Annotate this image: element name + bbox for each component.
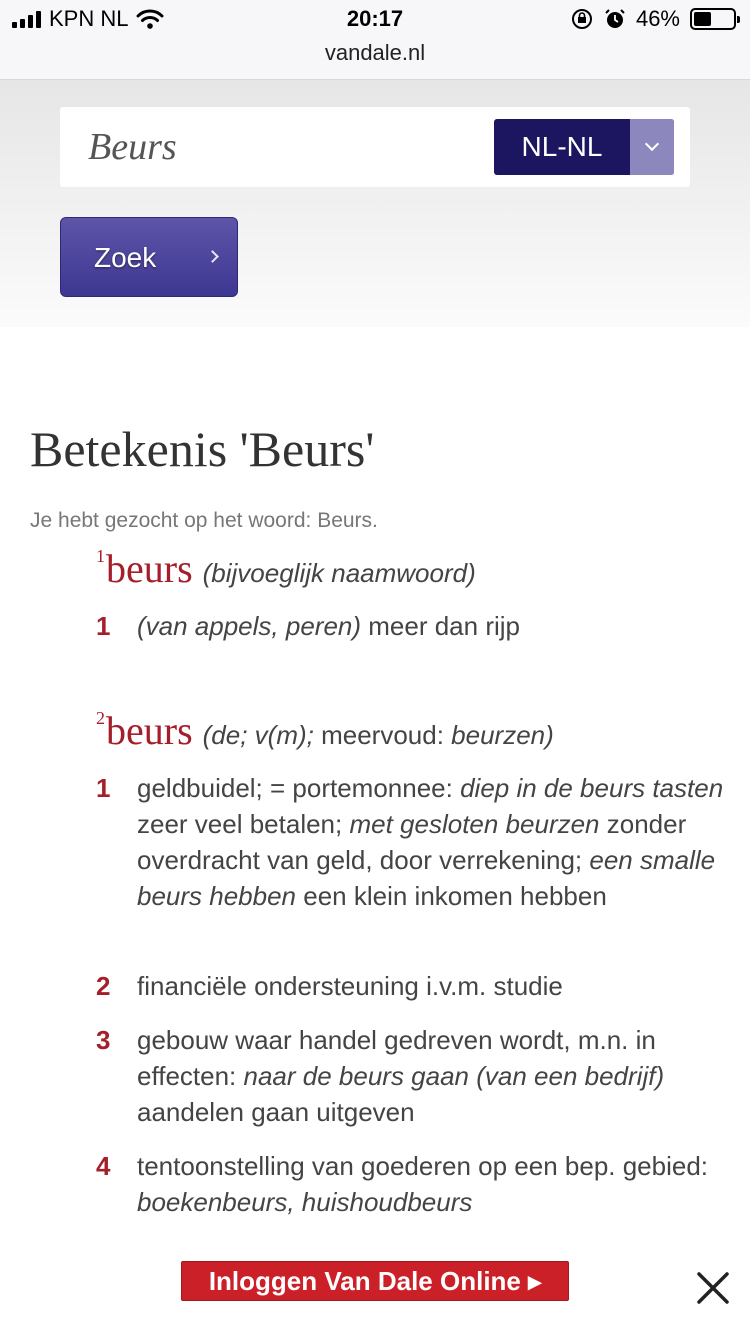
chevron-down-icon xyxy=(645,137,659,151)
sense-number: 3 xyxy=(96,1025,111,1055)
language-value: NL-NL xyxy=(521,131,603,162)
entry-word: beurs xyxy=(106,546,193,591)
language-dropdown-toggle[interactable] xyxy=(630,119,674,175)
battery-icon xyxy=(690,8,736,30)
sense-2-2 xyxy=(96,968,726,1004)
sense-number: 4 xyxy=(96,1151,111,1181)
definition-text: meer dan rijp xyxy=(361,611,520,641)
definition-text: meervoud: xyxy=(313,720,452,750)
definition-text: aandelen gaan uitgeven xyxy=(137,1097,415,1127)
sense-text xyxy=(137,770,726,914)
definition-text: tentoonstelling van goederen op een bep. gebied: xyxy=(137,1151,709,1181)
definition-text: gebouw waar handel gedreven wordt, m.n. in effecten: xyxy=(137,1025,656,1091)
login-button[interactable]: Inloggen Van Dale Online ▸ xyxy=(181,1261,569,1301)
homonym-number: 1 xyxy=(96,545,105,566)
example-text: (van appels, peren) xyxy=(137,611,362,641)
battery-fill xyxy=(694,12,711,26)
definition-text: zeer veel betalen; xyxy=(137,809,350,839)
entry-grammar xyxy=(203,720,554,750)
search-button[interactable] xyxy=(60,217,238,297)
searched-note: Je hebt gezocht op het woord: Beurs. xyxy=(30,509,378,532)
sense-text xyxy=(137,968,726,1004)
entry-word: beurs xyxy=(106,708,193,753)
sense-number: 2 xyxy=(96,971,111,1001)
definition-text: financiële ondersteuning i.v.m. studie xyxy=(137,971,563,1001)
example-text: (de; v(m); xyxy=(202,720,314,750)
homonym-number: 2 xyxy=(96,707,105,728)
search-header xyxy=(0,80,750,327)
language-select[interactable] xyxy=(494,119,674,175)
definition-text: zonder overdracht van geld, door verrekening; xyxy=(137,809,687,875)
search-box xyxy=(60,107,690,187)
orientation-lock-icon xyxy=(570,7,594,31)
example-text: met gesloten beurzen xyxy=(349,809,600,839)
battery-percent: 46% xyxy=(635,6,680,31)
search-button-label: Zoek xyxy=(94,242,157,273)
sense-2-1 xyxy=(96,770,726,914)
status-bar xyxy=(0,0,750,80)
example-text: diep in de beurs tasten xyxy=(460,773,724,803)
page-title: Betekenis 'Beurs' xyxy=(30,421,375,477)
alarm-icon xyxy=(604,8,626,30)
sense-2-3 xyxy=(96,1022,726,1130)
definition-text: geldbuidel; = portemonnee: xyxy=(137,773,461,803)
definition-text: een klein inkomen hebben xyxy=(296,881,607,911)
entry-heading-2 xyxy=(96,707,554,754)
search-input[interactable] xyxy=(88,121,468,173)
sense-number: 1 xyxy=(96,773,111,803)
sense-1-1 xyxy=(96,608,726,644)
entry-grammar-text: (bijvoeglijk naamwoord) xyxy=(202,558,476,588)
close-icon[interactable] xyxy=(693,1268,733,1308)
status-time: 20:17 xyxy=(346,6,404,31)
status-right xyxy=(570,6,736,32)
carrier-name: KPN NL xyxy=(49,6,129,31)
entry-grammar xyxy=(203,558,476,588)
sense-text xyxy=(137,1148,726,1220)
sense-text xyxy=(137,1022,726,1130)
sense-text xyxy=(137,608,726,644)
example-text: naar de beurs gaan (van een bedrijf) xyxy=(243,1061,665,1091)
example-text: een smalle beurs hebben xyxy=(137,845,716,911)
chevron-right-icon xyxy=(206,250,219,263)
entry-heading-1 xyxy=(96,545,476,592)
example-text: boekenbeurs, huishoudbeurs xyxy=(137,1187,473,1217)
example-text: beurzen) xyxy=(451,720,554,750)
sense-2-4 xyxy=(96,1148,726,1220)
sense-number: 1 xyxy=(96,611,111,641)
url-bar[interactable]: vandale.nl xyxy=(324,40,426,65)
